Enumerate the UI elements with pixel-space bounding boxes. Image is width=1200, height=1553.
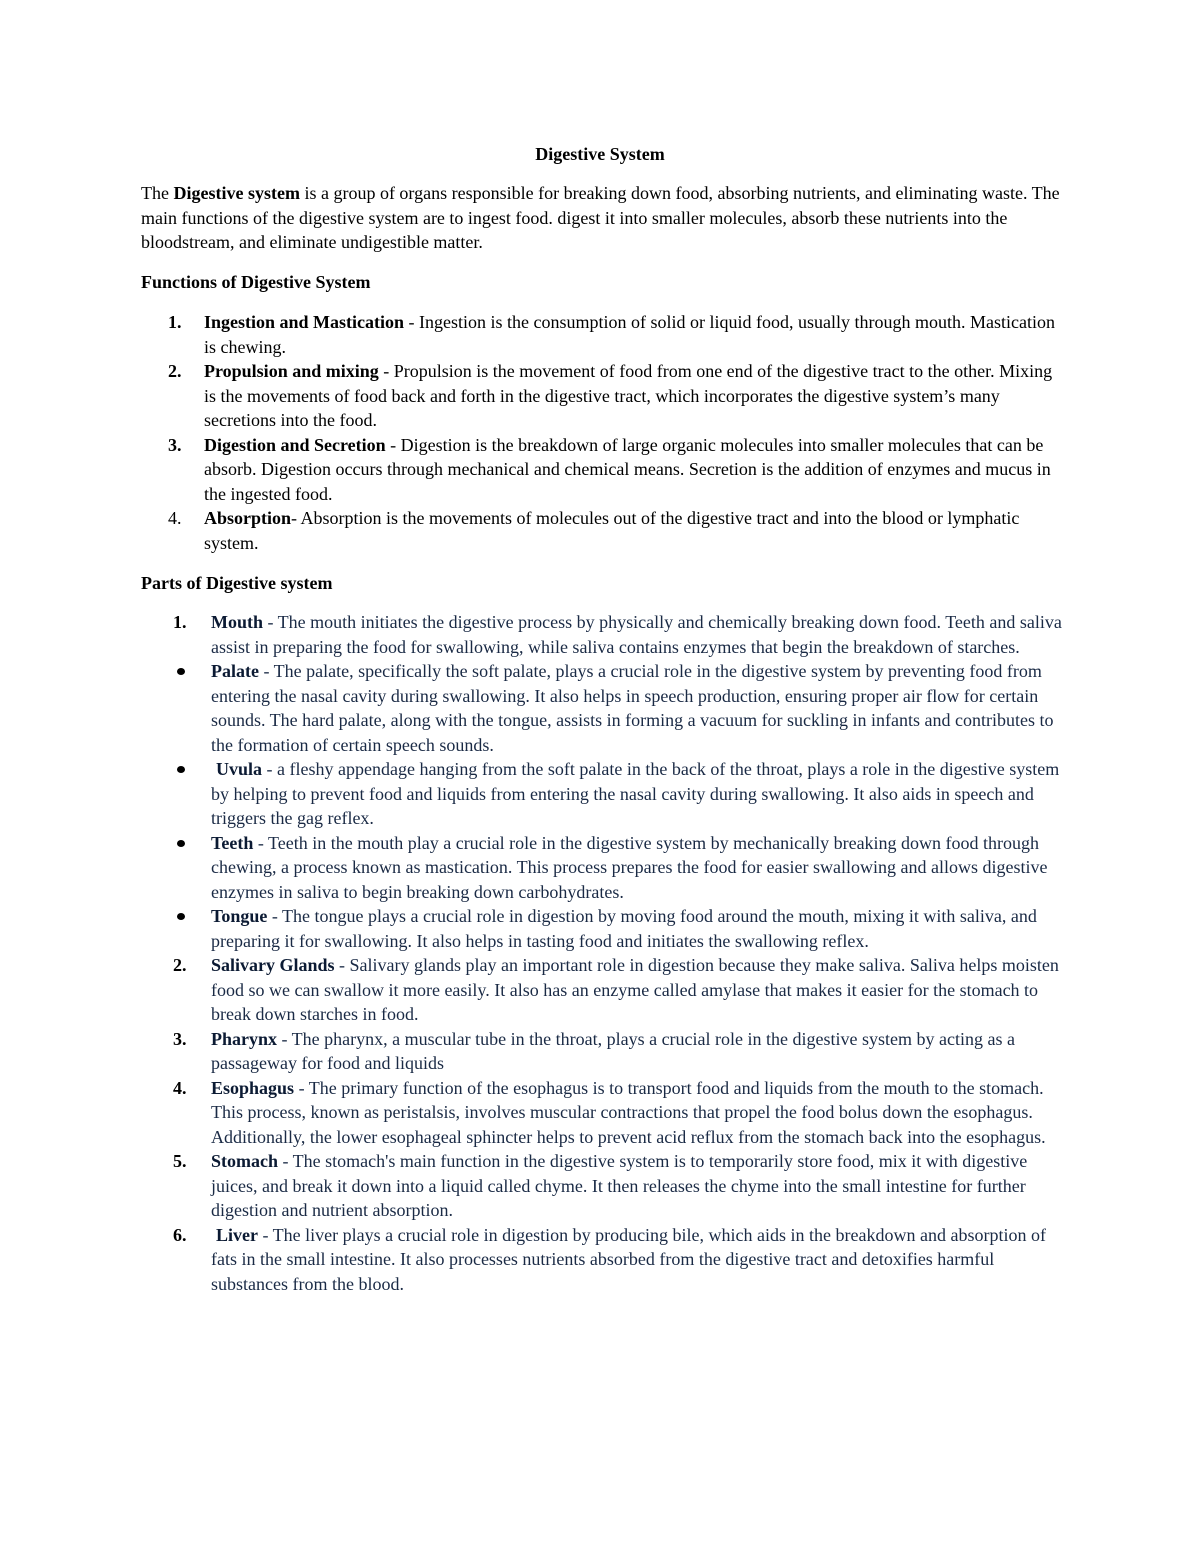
bullet-icon [177,668,185,675]
intro-paragraph [141,181,1066,255]
parts-list [141,610,1071,1296]
function-term: Absorption [204,508,292,528]
parts-item-teeth [141,831,1071,905]
function-description: - Ingestion is the consumption of solid or liquid food, usually through mouth. Mastication is chewing. [204,312,1055,357]
part-term: Stomach [211,1151,278,1171]
intro-text: is a group of organs responsible for breaking down food, absorbing nutrients, and eliminating waste. The main functions of the digestive system are to ingest food. digest it into smaller molecules, absorb these nutrients into the bloodstream, and eliminate undigestible matter. [141,183,1060,252]
function-term: Ingestion and Mastication [204,312,405,332]
list-number: 3. [168,434,182,455]
list-number: 1. [173,612,187,632]
list-number: 5. [173,1151,187,1171]
functions-list [141,310,1061,555]
parts-item-stomach [141,1149,1071,1223]
part-term: Uvula [216,759,263,779]
list-number: 2. [173,955,187,975]
part-description: - The pharynx, a muscular tube in the throat, plays a crucial role in the digestive system by acting as a passageway for food and liquids [211,1028,1015,1073]
parts-item-uvula [141,757,1071,831]
functions-item-propulsion [141,359,1061,433]
part-description: - Teeth in the mouth play a crucial role in the digestive system by mechanically breaking down food through chewing, a process known as mastication. This process prepares the food for easier swallowing and allows digestive enzymes in saliva to begin breaking down carbohydrates. [211,832,1048,902]
parts-item-mouth [141,610,1071,659]
document-title: Digestive System [535,144,665,164]
list-number: 3. [173,1028,187,1049]
functions-item-digestion [141,433,1061,507]
part-description: - a fleshy appendage hanging from the soft palate in the back of the throat, plays a role in the digestive system by helping to prevent food and liquids from entering the nasal cavity during swallowing. It also aids in speech and triggers the gag reflex. [211,759,1060,828]
part-description: - The mouth initiates the digestive process by physically and chemically breaking down food. Teeth and saliva assist in preparing the food for swallowing, while saliva contains enzymes that begin the breakdown of starches. [211,612,1062,657]
parts-item-palate [141,659,1071,757]
function-term: Propulsion and mixing [204,361,379,381]
bullet-icon [177,766,185,773]
list-number: 1. [168,312,182,332]
part-term: Salivary Glands [211,955,335,975]
list-number: 4. [173,1077,187,1098]
part-term: Palate [211,661,259,681]
functions-heading: Functions of Digestive System [141,272,371,292]
part-term: Pharynx [211,1028,278,1049]
function-term: Digestion and Secretion [204,434,386,455]
list-number: 6. [173,1224,187,1245]
part-description: - The liver plays a crucial role in digestion by producing bile, which aids in the breakdown and absorption of fats in the small intestine. It also processes nutrients absorbed from the digestive tract and detoxifies harmful substances from the blood. [211,1224,1046,1294]
bullet-icon [177,840,185,847]
part-description: - Salivary glands play an important role in digestion because they make saliva. Saliva helps moisten food so we can swallow it more easily. It also has an enzyme called amylase that makes it easier for the stomach to break down starches in food. [211,955,1059,1024]
parts-item-tongue [141,904,1071,953]
part-term: Tongue [211,906,268,926]
list-number: 2. [168,361,182,381]
parts-item-salivary-glands [141,953,1071,1027]
part-description: - The stomach's main function in the digestive system is to temporarily store food, mix it with digestive juices, and break it down into a liquid called chyme. It then releases the chyme into the small intestine for further digestion and nutrient absorption. [211,1151,1028,1220]
part-term: Liver [216,1224,258,1245]
parts-heading: Parts of Digestive system [141,573,333,593]
intro-term: Digestive system [173,183,300,203]
list-number: 4. [168,508,182,528]
part-term: Mouth [211,612,264,632]
bullet-icon [177,913,185,920]
parts-item-liver [141,1223,1071,1297]
intro-prefix: The [141,183,174,203]
function-description: - Absorption is the movements of molecules out of the digestive tract and into the blood or lymphatic system. [204,508,1020,553]
functions-item-ingestion [141,310,1061,359]
functions-item-absorption [141,506,1061,555]
part-description: - The palate, specifically the soft palate, plays a crucial role in the digestive system by preventing food from entering the nasal cavity during swallowing. It also helps in speech production, ensuring proper air flow for certain sounds. The hard palate, along with the tongue, assists in forming a vacuum for suckling in infants and contributes to the formation of certain speech sounds. [211,661,1054,755]
parts-item-esophagus [141,1076,1071,1150]
part-term: Esophagus [211,1077,295,1098]
part-description: - The tongue plays a crucial role in digestion by moving food around the mouth, mixing it with saliva, and preparing it for swallowing. It also helps in tasting food and initiates the swallowing reflex. [211,906,1037,951]
part-description: - The primary function of the esophagus is to transport food and liquids from the mouth to the stomach. This process, known as peristalsis, involves muscular contractions that propel the food bolus down the esophagus. Additionally, the lower esophageal sphincter helps to prevent acid reflux from the stomach back into the esophagus. [211,1077,1046,1147]
parts-item-pharynx [141,1027,1071,1076]
function-description: - Digestion is the breakdown of large organic molecules into smaller molecules that can be absorb. Digestion occurs through mechanical and chemical means. Secretion is the addition of enzymes and mucus in the ingested food. [204,434,1051,504]
function-description: - Propulsion is the movement of food from one end of the digestive tract to the other. Mixing is the movements of food back and forth in the digestive tract, which incorporates the digestive system’s many secretions into the food. [204,361,1053,430]
part-term: Teeth [211,832,254,853]
